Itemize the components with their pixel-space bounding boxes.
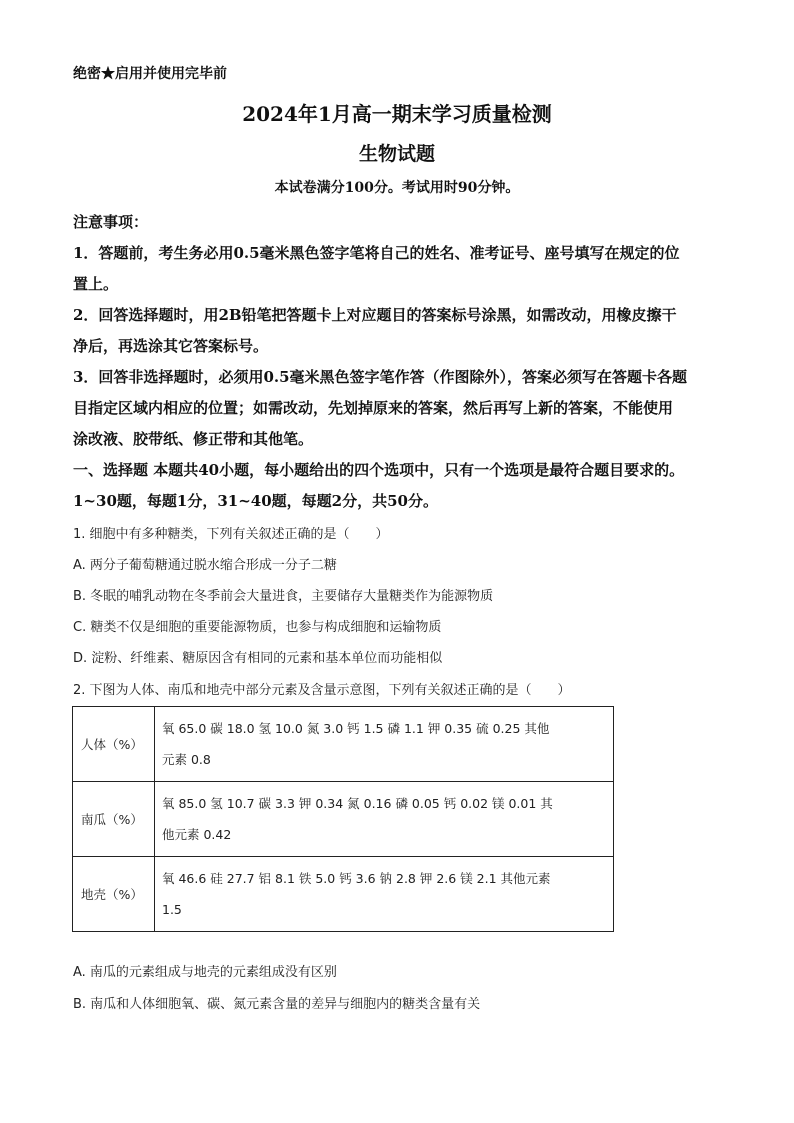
notice-item-1-line-1: 1．答题前，考生务必用0.5毫米黑色签字笔将自己的姓名、准考证号、座号填写在规定的位 — [73, 244, 680, 262]
section-heading-line-1: 一、选择题 本题共40小题，每小题给出的四个选项中，只有一个选项是最符合题目要求的。 — [73, 461, 685, 479]
notice-item-3-line-1: 3．回答非选择题时，必须用0.5毫米黑色签字笔作答（作图除外），答案必须写在答题卡各题 — [73, 368, 688, 386]
question-2-option-a: A. 南瓜的元素组成与地壳的元素组成没有区别 — [73, 965, 337, 980]
row-content — [155, 857, 614, 932]
notice-heading: 注意事项： — [73, 213, 149, 231]
row-label: 地壳（%） — [73, 857, 155, 932]
question-1-stem: 1. 细胞中有多种糖类，下列有关叙述正确的是（ ） — [73, 527, 389, 542]
notice-item-3-line-3: 涂改液、胶带纸、修正带和其他笔。 — [73, 430, 314, 448]
table-row — [73, 707, 614, 782]
exam-note: 本试卷满分100分。考试用时90分钟。 — [274, 180, 520, 196]
row-content-line: 氧 46.6 硅 27.7 铝 8.1 铁 5.0 钙 3.6 钠 2.8 钾 2.6 镁 2.1 其他元素 — [162, 871, 551, 886]
element-content-table — [72, 706, 614, 932]
notice-item-2-line-1: 2．回答选择题时，用2B铅笔把答题卡上对应题目的答案标号涂黑，如需改动，用橡皮擦干 — [73, 306, 677, 324]
exam-title: 2024年1月高一期末学习质量检测 — [242, 102, 552, 126]
row-content-line: 氧 85.0 氢 10.7 碳 3.3 钾 0.34 氮 0.16 磷 0.05 钙 0.02 镁 0.01 其 — [162, 796, 553, 811]
subject-title: 生物试题 — [358, 143, 435, 165]
question-1-option-d: D. 淀粉、纤维素、糖原因含有相同的元素和基本单位而功能相似 — [73, 651, 443, 666]
row-content-line: 他元素 0.42 — [162, 827, 232, 842]
confidential-mark: 绝密★启用并使用完毕前 — [73, 66, 227, 82]
notice-item-2-line-2: 净后，再选涂其它答案标号。 — [73, 337, 269, 355]
question-1-option-b: B. 冬眠的哺乳动物在冬季前会大量进食，主要储存大量糖类作为能源物质 — [73, 589, 494, 604]
table-row — [73, 782, 614, 857]
row-content-line: 氧 65.0 碳 18.0 氢 10.0 氮 3.0 钙 1.5 磷 1.1 钾 0.35 硫 0.25 其他 — [162, 721, 550, 736]
row-content — [155, 707, 614, 782]
row-content — [155, 782, 614, 857]
row-content-line: 1.5 — [162, 902, 182, 917]
notice-item-1-line-2: 置上。 — [73, 275, 119, 293]
section-heading-line-2: 1~30题，每题1分，31~40题，每题2分，共50分。 — [73, 492, 438, 510]
question-2-option-b: B. 南瓜和人体细胞氧、碳、氮元素含量的差异与细胞内的糖类含量有关 — [73, 997, 481, 1012]
row-content-line: 元素 0.8 — [162, 752, 211, 767]
table-row — [73, 857, 614, 932]
row-label: 人体（%） — [73, 707, 155, 782]
question-2-stem: 2. 下图为人体、南瓜和地壳中部分元素及含量示意图，下列有关叙述正确的是（ ） — [73, 683, 571, 698]
notice-item-3-line-2: 目指定区域内相应的位置；如需改动，先划掉原来的答案，然后再写上新的答案，不能使用 — [73, 399, 674, 417]
question-1-option-a: A. 两分子葡萄糖通过脱水缩合形成一分子二糖 — [73, 558, 337, 573]
row-label: 南瓜（%） — [73, 782, 155, 857]
question-1-option-c: C. 糖类不仅是细胞的重要能源物质，也参与构成细胞和运输物质 — [73, 620, 442, 635]
